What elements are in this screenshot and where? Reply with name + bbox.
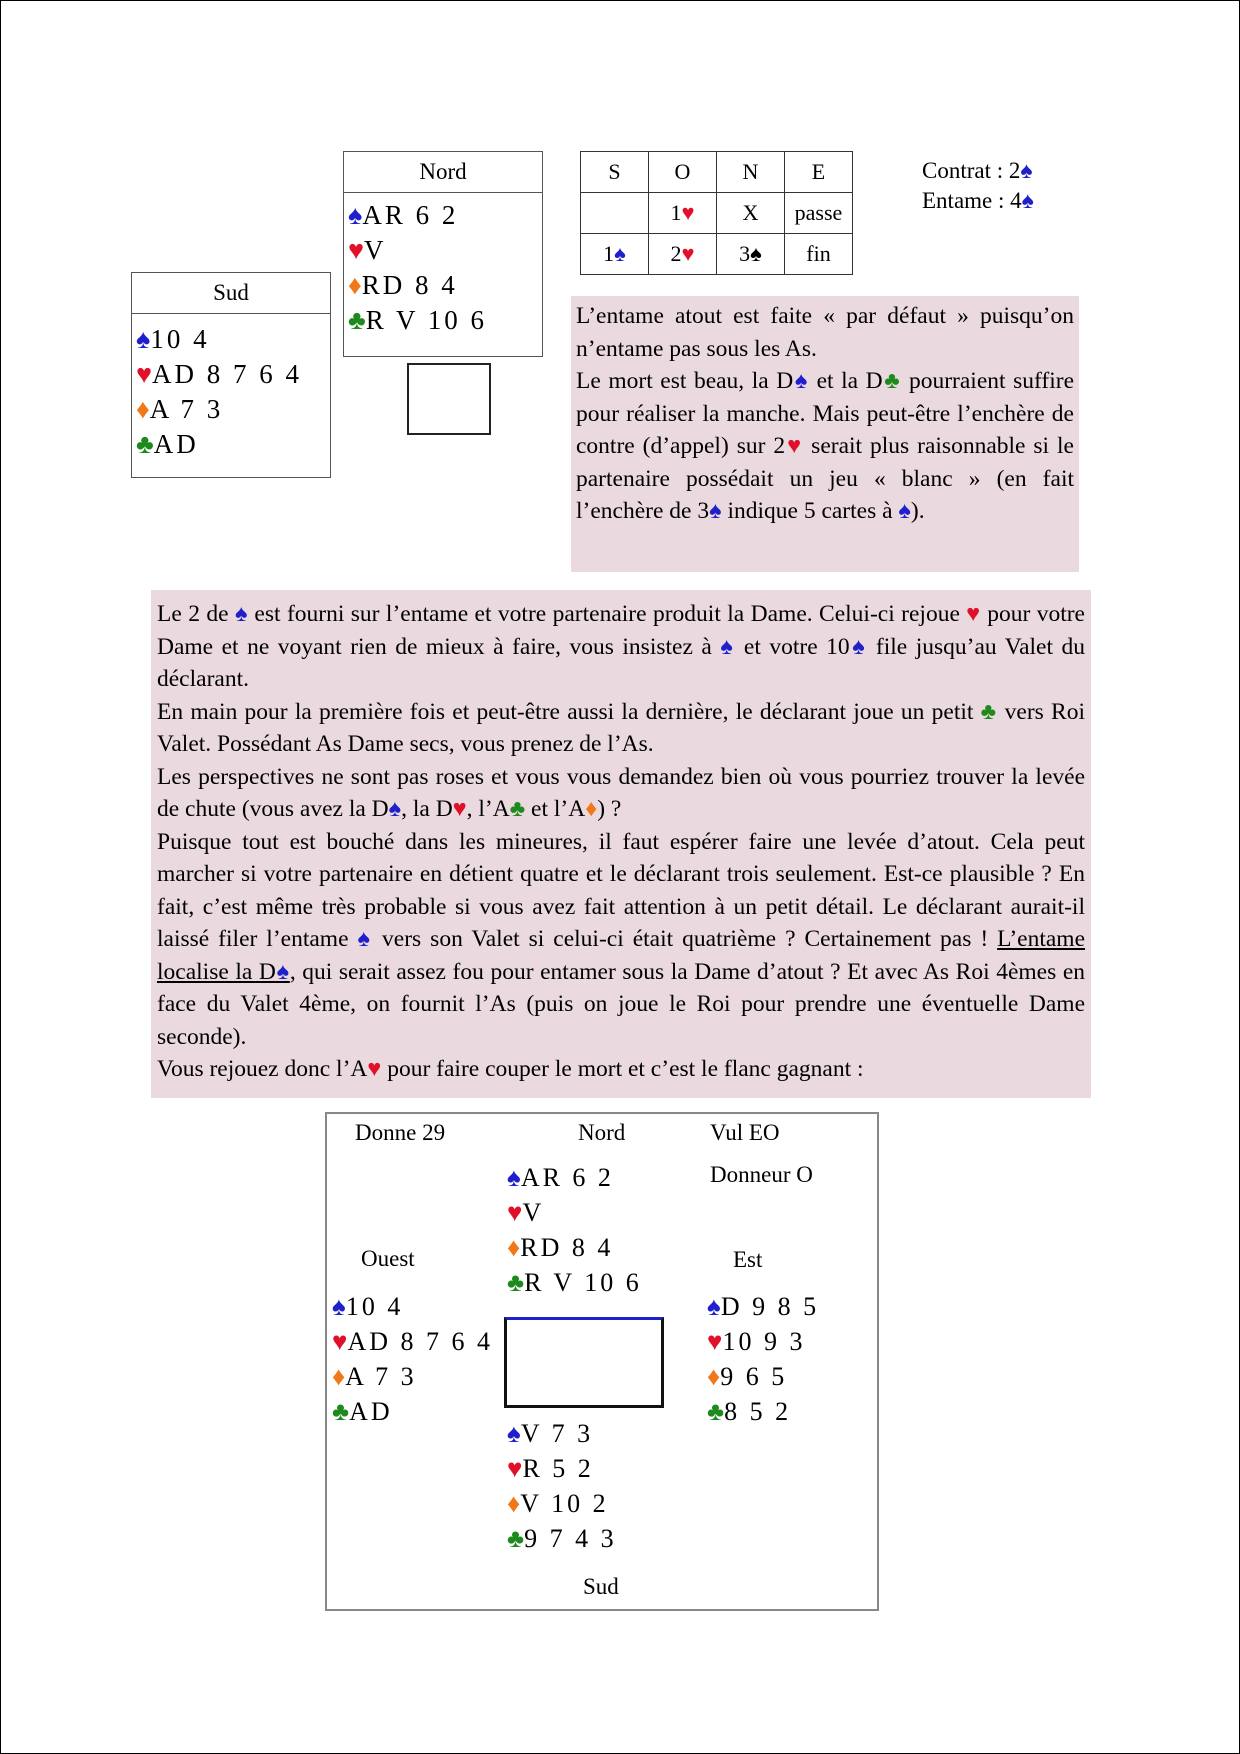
text-span: V 7 3 [520,1419,594,1448]
text-span: Vous rejouez donc l’A [157,1056,368,1082]
nord-hearts: V [364,235,387,265]
heart-icon: ♥ [136,359,153,389]
auction-cell: passe [785,193,853,234]
commentary-1-paragraph: L’entame atout est faite « par défaut » puisqu’on n’entame pas sous les As. [576,303,1074,362]
club-icon: ♣ [707,1397,725,1426]
spade-icon: ♠ [275,958,290,985]
spade-icon: ♠ [720,633,736,660]
text-span: , l’A [466,796,510,822]
lead-label: Entame : 4 [922,188,1022,213]
sud-clubs: AD [153,429,199,459]
hand-suit-line [507,1230,642,1265]
sud-box-title: Sud [132,273,330,314]
text-span: Puisque tout est bouché dans les mineures, il faut espérer faire une levée d’atout. Cela peut marcher si votre partenaire en détient quatre et le déclarant trois seulement. Est-ce plausible ? En fait, c’est même très probable si vous avez fait attention à un petit détail. Le déclarant aurait-il laissé filer l’entame [157,828,1085,952]
text-span: Le 2 de [157,601,235,627]
sud-hand [132,314,330,462]
auction-cell [581,193,649,234]
sud-hand-box [131,272,331,478]
text-span: vers Roi Valet. Possédant As Dame secs, vous prenez de l’As. [157,698,1086,757]
hand-suit-line [707,1324,819,1359]
text-span: RD 8 4 [520,1233,614,1262]
text-span: et votre 10 [735,633,850,660]
hand-suit-line [707,1359,819,1394]
heart-icon: ♥ [348,235,365,265]
commentary-2-paragraph [157,1053,1085,1086]
bid-level: 1 [603,241,615,266]
hand-suit-line [332,1324,493,1359]
text-span: et l’A [525,796,586,822]
nord-spades-line [348,198,542,233]
commentary-2-paragraph [157,826,1085,1054]
bid-level: 2 [670,241,682,266]
text-span: 10 9 3 [722,1327,806,1356]
deal-est-hand [707,1289,819,1429]
deal-ouest-label: Ouest [361,1246,415,1271]
spade-icon: ♠ [750,241,762,266]
auction-header-row [581,152,853,193]
sud-clubs-line [136,427,330,462]
hand-suit-line [707,1289,819,1324]
text-span: V [522,1198,545,1227]
spade-icon: ♠ [332,1292,346,1321]
text-span: AD [349,1397,393,1426]
lead-line [922,186,1034,216]
auction-header-n: N [717,152,785,193]
diamond-icon: ♦ [348,270,362,300]
bid-level: 3 [739,241,751,266]
hand-suit-line [507,1521,617,1556]
spade-icon: ♠ [1021,188,1034,213]
spade-icon: ♠ [707,1292,721,1321]
auction-header-s: S [581,152,649,193]
spade-icon: ♠ [136,324,151,354]
club-icon: ♣ [136,429,154,459]
deal-ouest-hand [332,1289,493,1429]
text-span: AD 8 7 6 4 [347,1327,493,1356]
hand-suit-line [332,1289,493,1324]
text-span: pour faire couper le mort et c’est le flanc gagnant : [381,1056,864,1082]
text-span: est fourni sur l’entame et votre partenaire produit la Dame. Celui-ci rejoue [248,601,967,627]
spade-icon: ♠ [898,498,911,524]
diamond-icon: ♦ [585,796,598,822]
text-span: indique 5 cartes à [721,498,899,524]
diamond-icon: ♦ [507,1489,521,1518]
bid-level: 1 [670,200,682,225]
club-icon: ♣ [509,796,526,822]
text-span: V 10 2 [520,1489,609,1518]
text-span: R V 10 6 [524,1268,642,1297]
auction-header-e: E [785,152,853,193]
heart-icon: ♥ [681,200,695,225]
heart-icon: ♥ [707,1327,723,1356]
contract-line [922,156,1034,186]
text-span: pour votre Dame et ne voyant rien de mieux à faire, vous insistez à [157,601,1085,660]
spade-icon: ♠ [234,601,248,627]
text-span: D 9 8 5 [720,1292,820,1321]
sud-hearts-line [136,357,330,392]
spade-icon: ♠ [793,368,810,394]
text-span: L’entame localise la D [157,926,1086,985]
deal-sud-hand [507,1416,617,1556]
spade-icon: ♠ [1020,158,1033,183]
deal-dealer: Donneur O [710,1162,813,1187]
text-span: pourraient suffire pour réaliser la manche. Mais peut-être l’enchère de contre (d’appel) sur 2 [576,368,1074,459]
text-span: , qui serait assez fou pour entamer sous la Dame d’atout ? Et avec As Roi 4èmes en face du Valet 4ème, on fournit l’As (puis on joue le Roi pour prendre une éventuelle Dame seconde). [157,958,1086,1050]
auction-header-o: O [649,152,717,193]
nord-box-title: Nord [344,152,542,193]
text-span: et la D [809,368,883,394]
deal-number: Donne 29 [355,1120,446,1145]
heart-icon: ♥ [332,1327,348,1356]
auction-cell [717,234,785,275]
heart-icon: ♥ [681,241,695,266]
auction-table [580,151,853,275]
deal-est-label: Est [733,1247,763,1272]
nord-hearts-line [348,233,542,268]
diamond-icon: ♦ [332,1362,346,1391]
club-icon: ♣ [882,368,902,394]
auction-cell: fin [785,234,853,275]
heart-icon: ♥ [452,796,467,822]
auction-cell [581,234,649,275]
spade-icon: ♠ [388,796,402,822]
hand-suit-line [507,1265,642,1300]
auction-row [581,234,853,275]
commentary-1-paragraph [576,365,1074,528]
table-square [407,363,491,435]
text-span: 9 6 5 [720,1362,788,1391]
diamond-icon: ♦ [507,1233,521,1262]
hand-suit-line [507,1195,642,1230]
text-span: En main pour la première fois et peut-être aussi la dernière, le déclarant joue un petit [157,698,981,725]
text-span: serait plus raisonnable si le partenaire possédait un jeu « blanc » (en fait l’enchère de 3 [576,433,1074,524]
text-span: file jusqu’au Valet du déclarant. [157,633,1086,692]
heart-icon: ♥ [507,1198,523,1227]
commentary-2-paragraph [157,696,1085,761]
hand-suit-line [507,1486,617,1521]
nord-clubs: R V 10 6 [365,305,488,335]
spade-icon: ♠ [507,1163,521,1192]
auction-cell: X [717,193,785,234]
club-icon: ♣ [980,698,998,725]
spade-icon: ♠ [357,926,374,952]
spade-icon: ♠ [709,498,722,524]
deal-vulnerability: Vul EO [710,1120,780,1145]
sud-spades-line [136,322,330,357]
contract-label: Contrat : 2 [922,158,1021,183]
hand-suit-line [507,1160,642,1195]
text-span: A 7 3 [345,1362,417,1391]
club-icon: ♣ [348,305,366,335]
spade-icon: ♠ [614,241,626,266]
commentary-2-paragraph [157,761,1085,826]
deal-sud-label: Sud [583,1574,619,1599]
text-span: R 5 2 [522,1454,594,1483]
nord-hand-box [343,151,543,357]
deal-nord-label: Nord [578,1120,626,1145]
deal-table-square [504,1317,664,1408]
text-span: vers son Valet si celui-ci était quatrième ? Certainement pas ! [373,926,998,952]
hand-suit-line [507,1416,617,1451]
text-span: Le mort est beau, la D [576,368,794,394]
club-icon: ♣ [507,1268,525,1297]
text-span: , la D [401,796,453,822]
auction-row [581,193,853,234]
nord-diamonds: RD 8 4 [361,270,458,300]
heart-icon: ♥ [367,1056,382,1082]
auction-cell [649,193,717,234]
club-icon: ♣ [332,1397,350,1426]
nord-clubs-line [348,303,542,338]
nord-diamonds-line [348,268,542,303]
text-span: 10 4 [345,1292,404,1321]
nord-spades: AR 6 2 [362,200,459,230]
heart-icon: ♥ [507,1454,523,1483]
text-span: ) ? [597,796,622,822]
hand-suit-line [707,1394,819,1429]
sud-spades: 10 4 [150,324,210,354]
club-icon: ♣ [507,1524,525,1553]
diamond-icon: ♦ [707,1362,721,1391]
deal-diagram [325,1112,879,1611]
text-span: ). [910,498,925,524]
text-span: Les perspectives ne sont pas roses et vous vous demandez bien où vous pourriez trouver la levée de chute (vous avez la D [157,763,1085,822]
text-span: AR 6 2 [520,1163,614,1192]
spade-icon: ♠ [348,200,363,230]
hand-suit-line [507,1451,617,1486]
text-span: 8 5 2 [724,1397,792,1426]
deal-nord-hand [507,1160,642,1300]
heart-icon: ♥ [966,601,981,627]
spade-icon: ♠ [849,633,868,660]
sud-diamonds-line [136,392,330,427]
diamond-icon: ♦ [136,394,150,424]
commentary-box-2 [151,590,1091,1098]
commentary-box-1 [571,296,1079,572]
nord-hand [344,193,542,338]
contract-info [922,156,1034,216]
spade-icon: ♠ [507,1419,521,1448]
hand-suit-line [332,1394,493,1429]
sud-diamonds: A 7 3 [149,394,224,424]
sud-hearts: AD 8 7 6 4 [152,359,303,389]
heart-icon: ♥ [785,433,804,459]
commentary-2-paragraph [157,598,1085,696]
auction-cell [649,234,717,275]
text-span: 9 7 4 3 [524,1524,617,1553]
hand-suit-line [332,1359,493,1394]
